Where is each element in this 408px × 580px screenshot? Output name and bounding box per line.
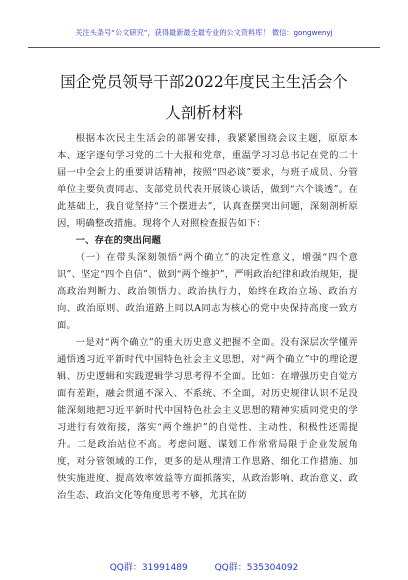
document-title (40, 67, 368, 129)
document-body (57, 130, 358, 504)
footer-qq-2: QQ群：535304092 (214, 563, 299, 573)
intro-paragraph: 根据本次民主生活会的部署安排，我紧紧围绕会议主题，原原本本、逐字逐句学习党的二十大报和党章，重温学习习总书记在党的二十届一中全会上的重要讲话精神，按照“四必谈”要求，与班子成员、分管单位主要负责同志、支部党员代表开展谈心谈话，做到“六个谈透”。在此基础上，我自觉坚持“三个摆进去”，认真查摆突出问题，深刻剖析原因，明确整改措施。现将个人对照检查报告如下： (57, 133, 358, 229)
header-divider (28, 47, 380, 48)
title-line-2: 人剖析材料 (165, 104, 243, 122)
footer-qq-1: QQ群：31991489 (109, 563, 188, 573)
section-heading: 一、存在的突出问题 (75, 235, 162, 246)
footer-contacts (0, 560, 408, 573)
title-line-1: 国企党员领导干部2022年度民主生活会个 (60, 73, 348, 91)
promo-banner: 关注头条号“公文研究”，获得最新最全最专业的公文资料库！ 微信：gongwenyj (75, 28, 333, 37)
paragraph-2: 一是对“两个确立”的重大历史意义把握不全面。没有深层次学懂弄通悟透习近平新时代中国特色社会主义思想，对“两个确立”中的理论逻辑、历史逻辑和实践逻辑学习思考得不全面。比如：在增强历史自觉方面有差距，融会贯通不深入、不系统、不全面，对历史规律认识不足没能深刻地把习近平新时代中国特色社会主义思想的精神实质同党史的学习进行有效衔接，落实“两个维护”的自觉性、主动性、积极性还需提升。二是政治站位不高。考虑问题、谋划工作常常局限于企业发展角度，对分管领域的工作，更多的是从理清工作思路、细化工作措施、加快实施进度、提高效率效益等方面抓落实，从政治影响、政治意义、政治生态、政治文化等角度思考不够，尤其在防 (57, 337, 358, 501)
paragraph-1: （一）在带头深刻领悟“两个确立”的决定性意义，增强“四个意识”、坚定“四个自信”、做到“两个维护”，严明政治纪律和政治规矩，提高政治判断力、政治领悟力、政治执行力，始终在政治立场、政治方向、政治原则、政治道路上同以A同志为核心的党中央保持高度一致方面。 (57, 252, 358, 331)
